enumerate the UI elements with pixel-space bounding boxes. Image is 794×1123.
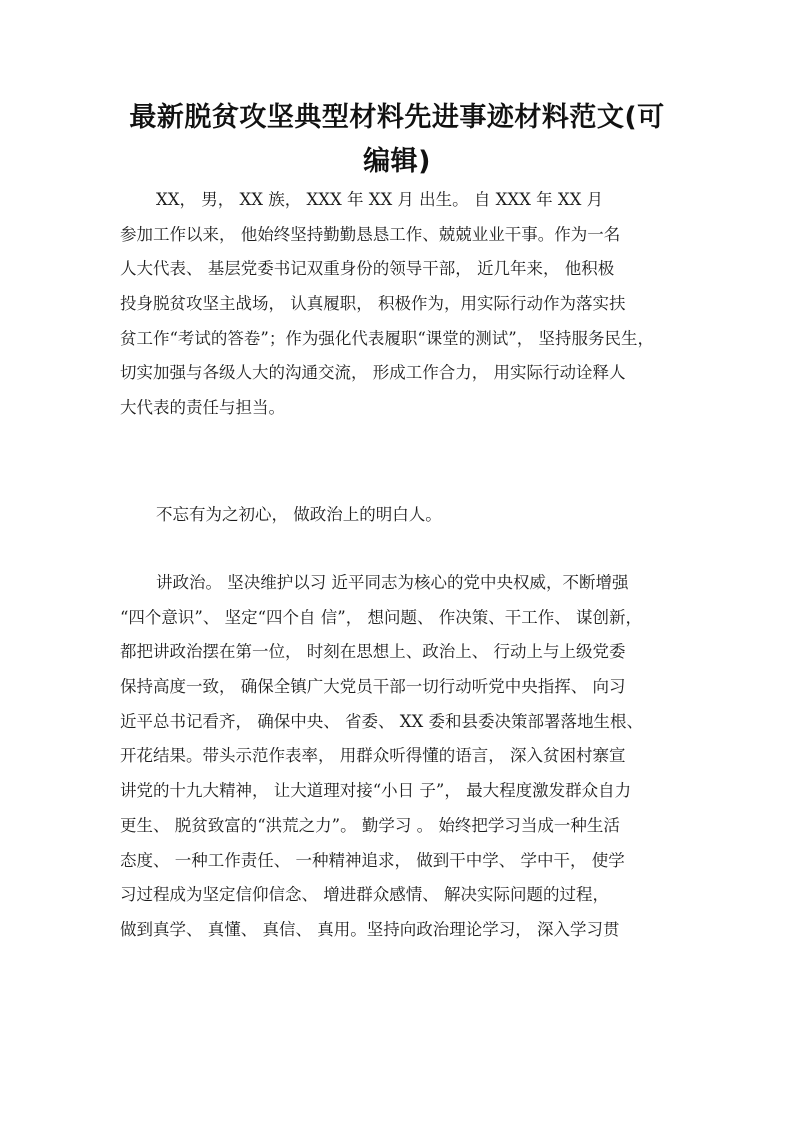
paragraph-line: 都把讲政治摆在第一位， 时刻在思想上、政治上、 行动上与上级党委 xyxy=(120,642,626,662)
title-line: 最新脱贫攻坚典型材料先进事迹材料范文(可 xyxy=(129,102,665,133)
paragraph-line: 习过程成为坚定信仰信念、 增进群众感情、 解决实际问题的过程， xyxy=(120,885,609,905)
paragraph-line: 做到真学、 真懂、 真信、 真用。坚持向政治理论学习， 深入学习贯 xyxy=(120,919,620,939)
paragraph-line: 贫工作“考试的答卷”；作为强化代表履职“课堂的测试”， 坚持服务民生， xyxy=(120,328,654,348)
paragraph-line: 保持高度一致， 确保全镇广大党员干部一切行动听党中央指挥、 向习 xyxy=(120,677,626,697)
paragraph-line: “四个意识”、 坚定“四个自 信”， 想问题、 作决策、干工作、 谋创新， xyxy=(120,607,642,627)
paragraph-line: XX， 男， XX 族， XXX 年 XX 月 出生。 自 XXX 年 XX 月 xyxy=(156,190,604,209)
paragraph-line: 讲政治。 坚决维护以习 近平同志为核心的党中央权威，不断增强 xyxy=(156,573,629,592)
paragraph-line: 开花结果。带头示范作表率， 用群众听得懂的语言， 深入贫困村寨宣 xyxy=(120,746,626,766)
paragraph-line: 切实加强与各级人大的沟通交流， 形成工作合力， 用实际行动诠释人 xyxy=(120,363,626,383)
paragraph-line: 参加工作以来， 他始终坚持勤勤恳恳工作、兢兢业业干事。作为一名 xyxy=(120,224,621,244)
paragraph-line: 讲党的十九大精神， 让大道理对接“小日 子”， 最大程度激发群众自力 xyxy=(120,781,632,801)
paragraph-line: 不忘有为之初心， 做政治上的明白人。 xyxy=(156,505,442,524)
paragraph-section-heading xyxy=(120,498,680,533)
paragraph-biography xyxy=(120,183,680,426)
paragraph-line: 大代表的责任与担当。 xyxy=(120,398,285,418)
paragraph-line: 更生、 脱贫致富的“洪荒之力”。 勤学习 。 始终把学习当成一种生活 xyxy=(120,815,620,835)
paragraph-line: 态度、 一种工作责任、 一种精神追求， 做到干中学、 学中干， 使学 xyxy=(120,850,625,870)
paragraph-politics xyxy=(120,566,680,948)
paragraph-line: 投身脱贫攻坚主战场， 认真履职， 积极作为，用实际行动作为落实扶 xyxy=(120,294,626,314)
paragraph-line: 人大代表、 基层党委书记双重身份的领导干部， 近几年来， 他积极 xyxy=(120,259,615,279)
paragraph-line: 近平总书记看齐， 确保中央、 省委、 XX 委和县委决策部署落地生根、 xyxy=(120,711,643,731)
title-line: 编辑) xyxy=(363,146,431,177)
document-title xyxy=(100,96,694,184)
